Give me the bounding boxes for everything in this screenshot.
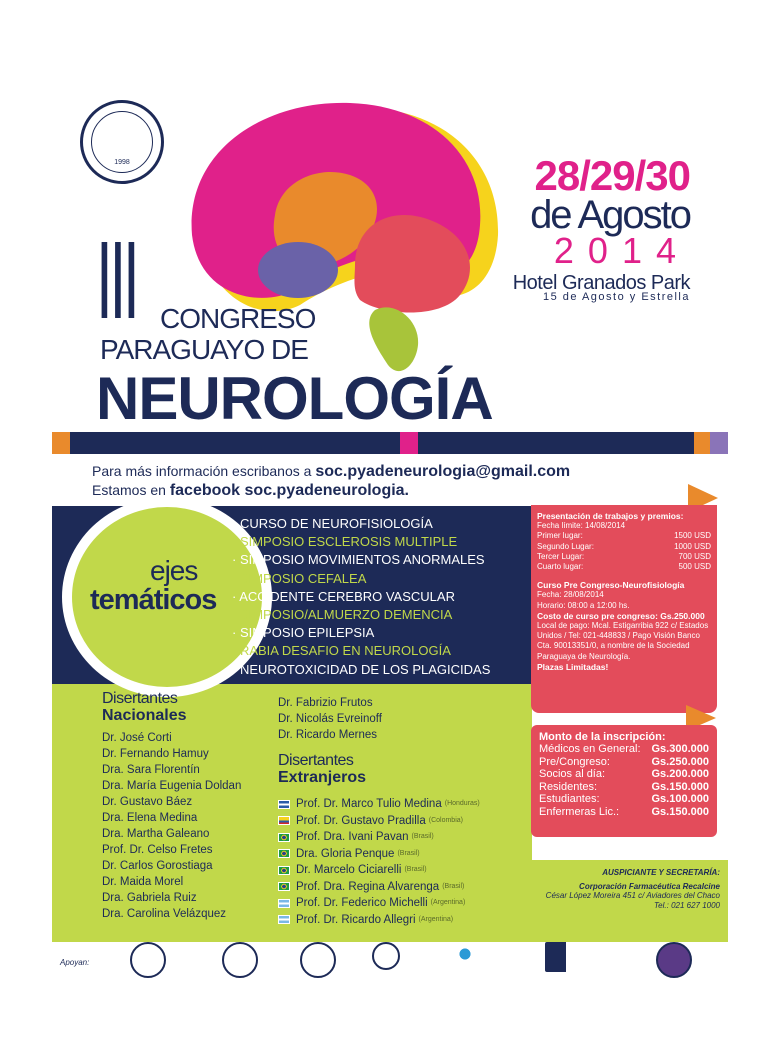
argentina-flag-icon	[278, 915, 290, 924]
society-seal	[80, 100, 164, 184]
supporter-logo	[445, 942, 485, 972]
topic-item: · NEUROTOXICIDAD DE LOS PLAGICIDAS	[232, 661, 491, 677]
contact-email[interactable]: soc.pyadeneurologia@gmail.com	[315, 463, 571, 480]
honduras-flag-icon	[278, 800, 290, 809]
speaker-item: Dra. Gabriela Ruiz	[102, 892, 197, 904]
supporter-logo	[656, 942, 692, 978]
prize-row: Tercer Lugar: 700 USD	[537, 551, 711, 561]
sponsor-title: AUSPICIANTE Y SECRETARÍA:	[602, 868, 720, 877]
event-year: 2014	[553, 230, 690, 271]
supporter-logo	[372, 942, 400, 970]
title-line3: NEUROLOGÍA	[96, 365, 493, 432]
speaker-item: Dra. María Eugenia Doldan	[102, 780, 242, 792]
event-venue: Hotel Granados Park	[512, 272, 690, 294]
ejes-label-2: temáticos	[90, 584, 217, 616]
prize-row: Primer lugar: 1500 USD	[537, 531, 711, 541]
edition-roman: III	[96, 219, 137, 342]
sponsor-address: César López Moreira 451 c/ Aviadores del Chaco	[545, 891, 720, 900]
topic-item: · CURSO DE NEUROFISIOLOGÍA	[232, 516, 433, 531]
prize-row: Cuarto lugar: 500 USD	[537, 562, 711, 572]
event-dates: 28/29/30	[534, 152, 690, 199]
speaker-item: Prof. Dr. Marco Tulio Medina (Honduras)	[278, 796, 480, 813]
brasil-flag-icon	[278, 833, 290, 842]
fee-row: Enfermeras Lic.: Gs.150.000	[539, 805, 709, 818]
color-bar	[52, 432, 728, 454]
speaker-item: Dr. Fernando Hamuy	[102, 748, 209, 760]
supporter-logo	[545, 942, 615, 972]
speaker-item: Prof. Dr. Federico Michelli (Argentina)	[278, 895, 480, 912]
nacionales-list	[102, 730, 241, 922]
speaker-item: Dr. Carlos Gorostiaga	[102, 860, 213, 872]
extranjeros-heading-1: Disertantes	[278, 752, 354, 769]
registration-fees-box	[531, 725, 717, 837]
brasil-flag-icon	[278, 866, 290, 875]
speaker-item: Dr. Marcelo Ciciarelli (Brasil)	[278, 862, 480, 879]
colombia-flag-icon	[278, 816, 290, 825]
supporter-logo	[130, 942, 166, 978]
speaker-item: Prof. Dra. Regina Alvarenga (Brasil)	[278, 879, 480, 896]
ejes-label-1: ejes	[150, 555, 198, 586]
event-address: 15 de Agosto y Estrella	[542, 291, 690, 303]
event-month: de Agosto	[530, 193, 690, 237]
speaker-item: Dra. Martha Galeano	[102, 828, 210, 840]
speaker-item: Dr. Fabrizio Frutos	[278, 697, 373, 709]
apoyan-label: Apoyan:	[60, 958, 90, 967]
curso-date: Fecha: 28/08/2014	[537, 590, 604, 600]
prize-row: Segundo Lugar: 1000 USD	[537, 541, 711, 551]
argentina-flag-icon	[278, 899, 290, 908]
speaker-item: Dr. José Corti	[102, 732, 172, 744]
fee-row: Estudiantes: Gs.100.000	[539, 793, 709, 805]
fee-row: Médicos en General: Gs.300.000	[539, 743, 709, 755]
plazas-limitadas: Plazas Limitadas!	[537, 661, 609, 672]
speaker-item: Dr. Maida Morel	[102, 876, 184, 888]
title-line2: PARAGUAYO DE	[100, 334, 308, 365]
fee-row: Pre/Congreso: Gs.250.000	[539, 755, 709, 768]
speaker-item: Prof. Dr. Ricardo Allegri (Argentina)	[278, 912, 480, 929]
speaker-item: Dr. Ricardo Mernes	[278, 729, 378, 741]
facebook-link[interactable]: facebook soc.pyadeneurologia.	[169, 482, 409, 499]
extranjeros-list	[278, 796, 480, 928]
seal-year: 1998	[114, 159, 130, 166]
info-prefix-2: Estamos en	[92, 482, 170, 498]
papers-prizes-box	[531, 505, 717, 713]
curso-cost: Costo de curso pre congreso: Gs.250.000	[537, 610, 705, 621]
prizes-deadline: Fecha límite: 14/08/2014	[537, 521, 626, 531]
topic-item: · ACCIDENTE CEREBRO VASCULAR	[232, 588, 455, 604]
sponsor-tel: Tel.: 021 627 1000	[654, 900, 720, 910]
title-line1: CONGRESO	[160, 303, 316, 334]
sponsor-block	[540, 868, 720, 910]
fees-title: Monto de la inscripción:	[539, 731, 666, 743]
speaker-item: Dra. Carolina Velázquez	[102, 908, 227, 920]
fee-row: Residentes: Gs.150.000	[539, 780, 709, 793]
speaker-item: Dr. Nicolás Evreinoff	[278, 713, 382, 725]
speaker-item: Prof. Dra. Ivani Pavan (Brasil)	[278, 829, 480, 846]
speaker-item: Dra. Elena Medina	[102, 812, 198, 824]
nacionales-list-2	[278, 695, 382, 743]
prizes-title: Presentación de trabajos y premios:	[537, 511, 684, 521]
brasil-flag-icon	[278, 882, 290, 891]
topic-item: · SIMPOSIO EPILEPSIA	[232, 625, 375, 641]
topic-item: · SIMPOSIO/ALMUERZO DEMENCIA	[232, 607, 453, 623]
nacionales-heading-2: Nacionales	[102, 707, 187, 724]
topic-item: · SIMPOSIO CEFALEA	[232, 570, 367, 586]
nacionales-heading-1: Disertantes	[102, 690, 178, 707]
speaker-item: Prof. Dr. Gustavo Pradilla (Colombia)	[278, 813, 480, 830]
topic-item: · RABIA DESAFIO EN NEUROLOGÍA	[232, 643, 451, 659]
speaker-item: Prof. Dr. Celso Fretes	[102, 844, 213, 856]
info-prefix-1: Para más información escribanos a	[92, 463, 316, 479]
contact-info	[92, 462, 570, 500]
topic-item: · SIMPOSIO ESCLEROSIS MULTIPLE	[232, 534, 458, 550]
speaker-item: Dr. Gustavo Báez	[102, 796, 193, 808]
curso-hours: Horario: 08:00 a 12:00 hs.	[537, 600, 630, 610]
supporter-logo	[300, 942, 336, 978]
topic-item: · SIMPOSIO MOVIMIENTOS ANORMALES	[232, 552, 485, 568]
curso-payment: Local de pago: Mcal. Estigarribia 922 c/ Estados Unidos / Tel: 021-448833 / Pago Visión Banco Cta. 90013351/0, a nombre de la Sociedad Paraguaya de Neurología.	[537, 621, 709, 661]
brasil-flag-icon	[278, 849, 290, 858]
fee-row: Socios al día: Gs.200.000	[539, 768, 709, 780]
supporter-logo	[222, 942, 258, 978]
extranjeros-heading-2: Extranjeros	[278, 769, 367, 786]
speaker-item: Dra. Gloria Penque (Brasil)	[278, 846, 480, 863]
topics-list	[232, 515, 490, 679]
curso-title: Curso Pre Congreso-Neurofisiología	[537, 580, 685, 591]
sponsor-name: Corporación Farmacéutica Recalcine	[579, 881, 720, 891]
speaker-item: Dra. Sara Florentín	[102, 764, 200, 776]
